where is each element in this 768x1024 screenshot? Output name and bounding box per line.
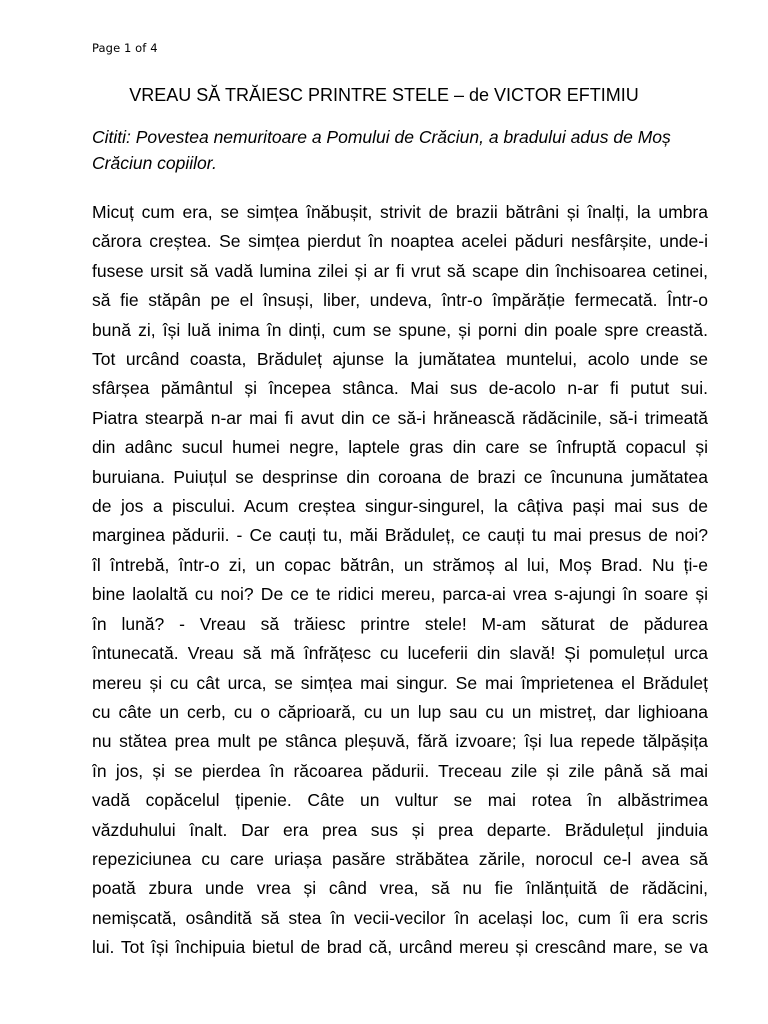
body-line: marginea pădurii. - Ce cauți tu, măi Brăduleț, ce cauți tu mai presus de noi? bbox=[92, 525, 708, 546]
body-line: să fie stăpân pe el însuși, liber, undeva, într-o împărăție fermecată. Într-o bbox=[92, 290, 708, 311]
body-line: buruiana. Puiuțul se desprinse din coroana de brazi ce încununa jumătatea bbox=[92, 466, 708, 487]
body-line: din adânc sucul humei negre, laptele gras din care se înfruptă copacul și bbox=[92, 437, 708, 458]
body-line: nemișcată, osândită să stea în vecii-vecilor în același loc, cum îi era scris bbox=[92, 907, 708, 928]
body-line: fusese ursit să vadă lumina zilei și ar fi vrut să scape din închisoarea cetinei, bbox=[92, 260, 708, 281]
body-line: vadă copăcelul țipenie. Câte un vultur se mai rotea în albăstrimea bbox=[92, 790, 708, 811]
intro-line: Crăciun copiilor. bbox=[92, 153, 217, 173]
body-line: văzduhului înalt. Dar era prea sus și prea departe. Brădulețul jinduia bbox=[92, 819, 708, 840]
title-author: de VICTOR EFTIMIU bbox=[469, 85, 639, 105]
body-line: în lună? - Vreau să trăiesc printre stele! M-am săturat de pădurea bbox=[92, 613, 708, 634]
body-line: în jos, și se pierdea în răcoarea pădurii. Treceau zile și zile până să mai bbox=[92, 760, 708, 781]
body-line: Piatra stearpă n-ar mai fi avut din ce să-i hrănească rădăcinile, să-i trimeată bbox=[92, 407, 708, 428]
body-line: Micuț cum era, se simțea înăbușit, strivit de brazii bătrâni și înalți, la umbra bbox=[92, 202, 708, 222]
body-line: mereu și cu cât urca, se simțea mai singur. Se mai împrietenea el Brăduleț bbox=[92, 672, 708, 693]
body-line: sfârșea pământul și începea stânca. Mai sus de-acolo n-ar fi putut sui. bbox=[92, 378, 708, 399]
body-line: lui. Tot își închipuia bietul de brad că, urcând mereu și crescând mare, se va bbox=[92, 937, 708, 958]
intro-paragraph bbox=[92, 124, 712, 176]
body-line: repeziciunea cu care uriașa pasăre străbătea zările, norocul ce-l avea să bbox=[92, 848, 708, 869]
page-number-label: Page 1 of 4 bbox=[92, 41, 158, 55]
body-line: de jos a piscului. Acum creștea singur-singurel, la câțiva pași mai sus de bbox=[92, 496, 708, 517]
intro-line: Cititi: Povestea nemuritoare a Pomului de Crăciun, a bradului adus de Moș bbox=[92, 127, 671, 147]
body-line: întunecată. Vreau să mă înfrățesc cu luceferii din slavă! Și pomulețul urca bbox=[92, 643, 708, 664]
body-line: cu câte un cerb, cu o căprioară, cu un lup sau cu un mistreț, dar lighioana bbox=[92, 701, 708, 722]
body-line: nu stătea prea mult pe stânca pleșuvă, fără izvoare; își lua repede tălpășița bbox=[92, 731, 708, 752]
body-paragraph bbox=[92, 198, 732, 963]
body-line: cărora creștea. Se simțea pierdut în noaptea acelei păduri nesfârșite, unde-i bbox=[92, 231, 708, 252]
body-line: îl întrebă, într-o zi, un copac bătrân, un strămoș al lui, Moș Brad. Nu ți-e bbox=[92, 554, 708, 575]
body-line: Tot urcând coasta, Brăduleț ajunse la jumătatea muntelui, acolo unde se bbox=[92, 349, 708, 370]
body-line: bună zi, își luă inima în dinți, cum se spune, și porni din poale spre creastă. bbox=[92, 319, 708, 340]
document-title bbox=[0, 85, 768, 106]
title-main: VREAU SĂ TRĂIESC PRINTRE STELE – bbox=[129, 85, 465, 105]
body-line: poată zbura unde vrea și când vrea, să nu fie înlănțuită de rădăcini, bbox=[92, 878, 708, 899]
body-line: bine laolaltă cu noi? De ce te ridici mereu, parca-ai vrea s-ajungi în soare și bbox=[92, 584, 708, 605]
